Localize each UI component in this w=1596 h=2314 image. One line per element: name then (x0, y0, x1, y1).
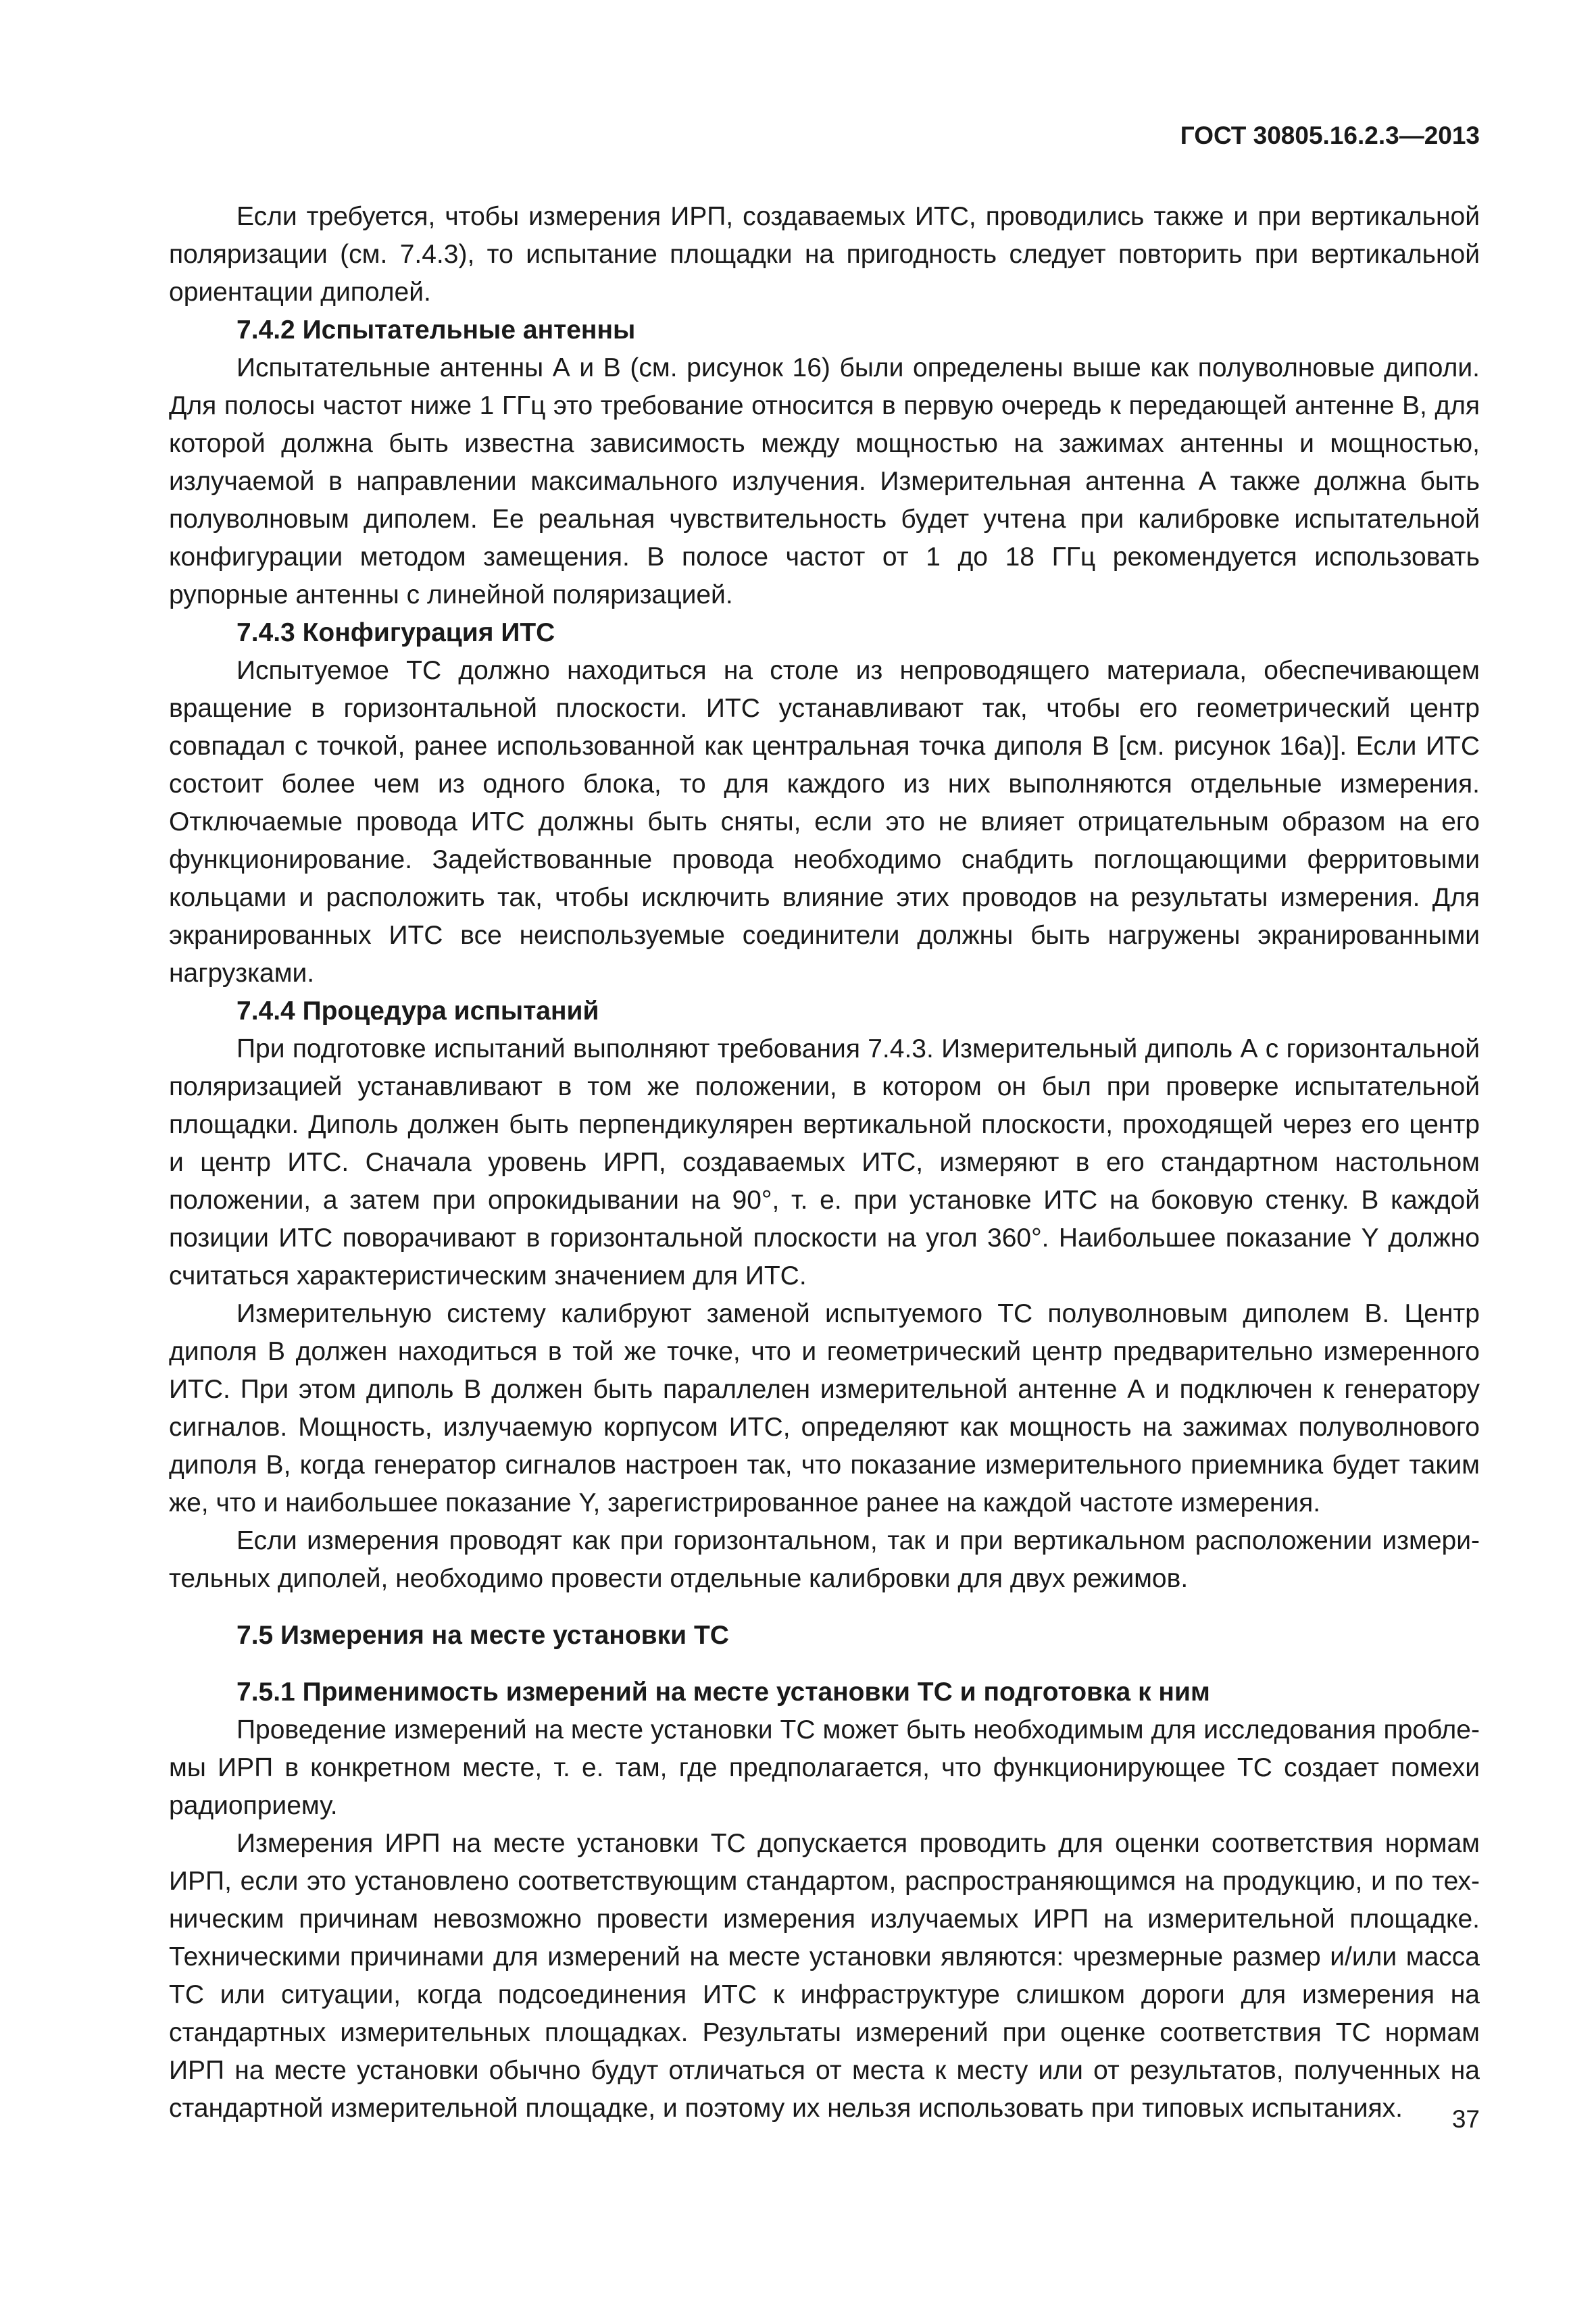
section-heading-7-4-4: 7.4.4 Процедура испытаний (236, 997, 599, 1026)
paragraph-7-5-1-2: Измерения ИРП на месте установки ТС допускается проводить для оценки соответствия нормам ИРП, если это установлено соответствующим стандартом, распространяющимся на продукцию, и по техническим причинам невозможно провести измерения излучаемых ИРП на измерительной площадке. Техническими причинами для измерений на месте установки являются: чрезмерные размер и/или масса ТС или ситуации, когда подсоединения ИТС к инфраструктуре слишком дороги для измерения на стандартных измерительных площадках. Результаты измерений при оценке соответствия ТС нормам ИРП на месте установки обычно будут отличаться от места к месту или от результатов, полученных на стандартной измерительной площадке, и поэтому их нельзя использовать при типовых испытаниях. (169, 1829, 1480, 2123)
paragraph-7-4-2: Испытательные антенны А и В (см. рисунок 16) были определены выше как полуволновые диполи. Для полосы частот ниже 1 ГГц это требование относится в первую очередь к передающей антенне В, для которой должна быть известна зависимость между мощностью на зажимах антенны и мощностью, излучаемой в направлении максимального излучения. Измерительная антенна А также должна быть полуволновым диполем. Ее реальная чувствительность будет учтена при калибровке испытательной конфигурации методом замещения. В полосе частот от 1 до 18 ГГц рекомендуется использовать рупорные антенны с линейной поляризацией. (169, 353, 1480, 609)
section-heading-7-4-2: 7.4.2 Испытательные антенны (236, 316, 636, 345)
section-heading-7-4-3: 7.4.3 Конфигурация ИТС (236, 618, 555, 647)
section-heading-7-5-1: 7.5.1 Применимость измерений на месте установки ТС и подготовка к ним (236, 1678, 1210, 1707)
page-number: 37 (1451, 2105, 1480, 2133)
paragraph-7-4-4-1: При подготовке испытаний выполняют требования 7.4.3. Измерительный диполь А с горизонтальной поляризацией устанавливают в том же положении, в котором он был при проверке испытательной площадки. Диполь должен быть перпендикулярен вертикальной плоскости, проходящей через его центр и центр ИТС. Сначала уровень ИРП, создаваемых ИТС, измеряют в его стандартном настольном положении, а затем при опрокидывании на 90°, т. е. при установке ИТС на боковую стенку. В каждой позиции ИТС поворачивают в горизонтальной плоскости на угол 360°. Наибольшее показание Y должно считаться характеристическим значением для ИТС. (169, 1034, 1480, 1290)
section-heading-7-5: 7.5 Измерения на месте установки ТС (236, 1621, 729, 1650)
paragraph-7-4-4-3: Если измерения проводят как при горизонтальном, так и при вертикальном расположении измерительных диполей, необходимо провести отдельные калибровки для двух режимов. (169, 1526, 1480, 1593)
paragraph-intro: Если требуется, чтобы измерения ИРП, создаваемых ИТС, проводились также и при вертикальной поляризации (см. 7.4.3), то испытание площадки на пригодность следует повторить при вертикальной ориентации диполей. (169, 202, 1480, 307)
standard-number-header: ГОСТ 30805.16.2.3—2013 (1180, 122, 1480, 149)
paragraph-7-4-4-2: Измерительную систему калибруют заменой испытуемого ТС полуволновым диполем В. Центр диполя В должен находиться в той же точке, что и геометрический центр предварительно измеренного ИТС. При этом диполь В должен быть параллелен измерительной антенне А и подключен к генератору сигналов. Мощность, излучаемую корпусом ИТС, определяют как мощность на зажимах полуволнового диполя В, когда генератор сигналов настроен так, что показание измерительного приемника будет таким же, что и наибольшее показание Y, зарегистрированное ранее на каждой частоте измерения. (169, 1299, 1480, 1517)
paragraph-7-4-3: Испытуемое ТС должно находиться на столе из непроводящего материала, обеспечивающем вращение в горизонтальной плоскости. ИТС устанавливают так, чтобы его геометрический центр совпадал с точкой, ранее использованной как центральная точка диполя В [см. рисунок 16а)]. Если ИТС состоит более чем из одного блока, то для каждого из них выполняются отдельные измерения. Отключаемые провода ИТС должны быть сняты, если это не влияет отрицательным образом на его функционирование. Задействованные провода необходимо снабдить поглощающими ферритовыми кольцами и расположить так, чтобы исключить влияние этих проводов на результаты измерения. Для экранированных ИТС все неиспользуемые соединители должны быть нагружены экранированными нагрузками. (169, 656, 1480, 988)
paragraph-7-5-1-1: Проведение измерений на месте установки ТС может быть необходимым для исследования проблемы ИРП в конкретном месте, т. е. там, где предполагается, что функционирующее ТС создает помехи радиоприему. (169, 1715, 1480, 1820)
document-body (169, 198, 1480, 2128)
